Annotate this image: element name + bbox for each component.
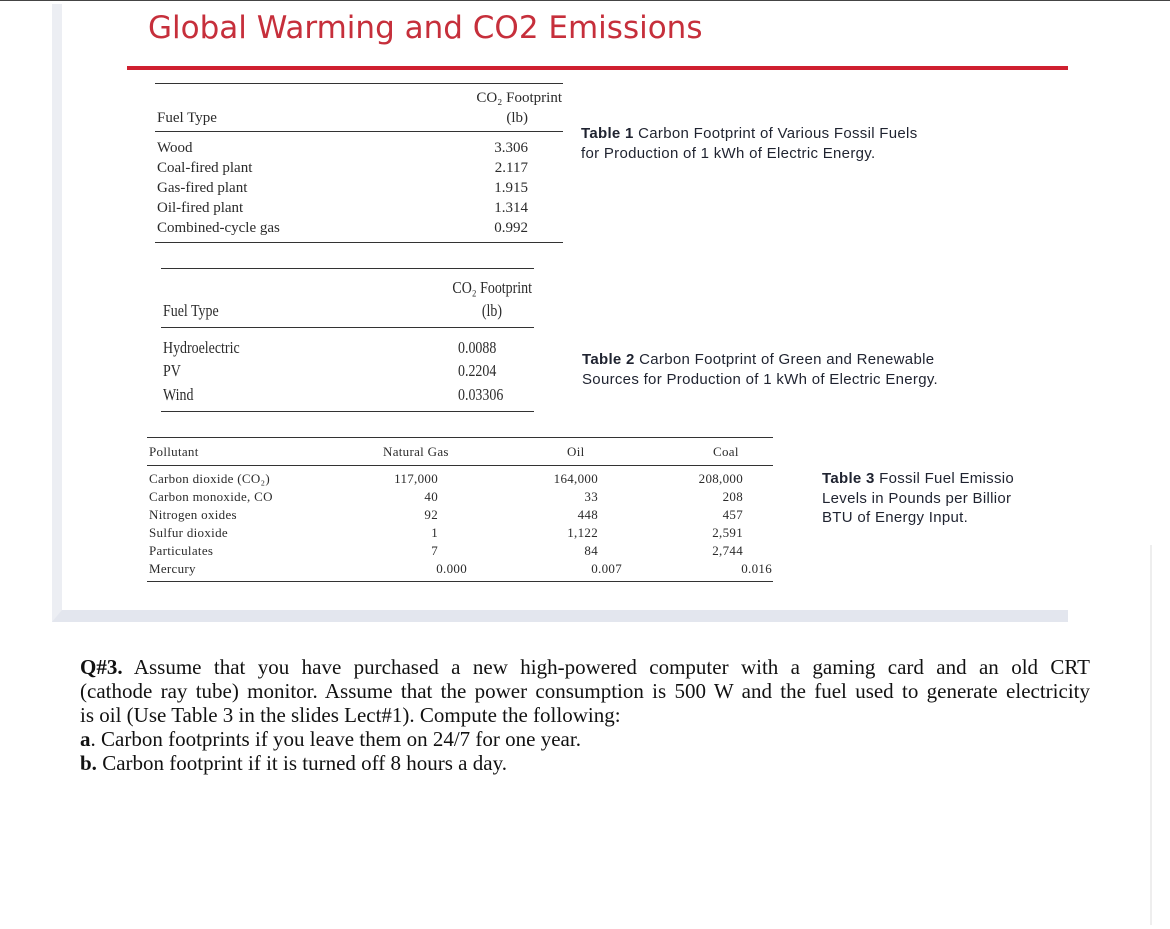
- table-3-row-gas: 92: [424, 507, 438, 522]
- table-2-header-co2: CO₂ Footprint: [452, 278, 532, 297]
- table-3-row-coal: 0.016: [741, 561, 772, 576]
- table-3-header-rule: [147, 465, 773, 466]
- table-1-bottom-rule: [155, 242, 563, 243]
- title-underline: [127, 66, 1068, 70]
- page-edge: [1150, 545, 1152, 925]
- table-1-header-unit: (lb): [506, 110, 528, 126]
- table-3-row-coal: 208,000: [698, 471, 743, 486]
- table-3-row-gas: 40: [424, 489, 438, 504]
- table-3-row-pollutant: Mercury: [149, 561, 196, 576]
- table-3-row-pollutant: Particulates: [149, 543, 214, 558]
- table-1-caption: Table 1 Carbon Footprint of Various Fossil Fuels for Production of 1 kWh of Electric Energy.: [581, 125, 918, 162]
- table-1-header-fuel: Fuel Type: [157, 110, 217, 126]
- table-3-row-coal: 2,591: [712, 525, 743, 540]
- table-1-row-fuel: Wood: [157, 140, 193, 156]
- table-3-row-gas: 7: [431, 543, 438, 558]
- table-2-row-fuel: Wind: [163, 385, 194, 404]
- table-1-row-fuel: Oil-fired plant: [157, 200, 244, 216]
- table-2-top-rule: [161, 268, 534, 269]
- table-2-row-value: 0.03306: [458, 385, 504, 404]
- table-2-header-rule: [161, 327, 534, 328]
- table-1-row-fuel: Combined-cycle gas: [157, 220, 280, 236]
- table-3-header-pollutant: Pollutant: [149, 444, 199, 459]
- table-2-header-unit: (lb): [481, 301, 502, 320]
- table-3-row-pollutant: Carbon dioxide (CO₂): [149, 471, 271, 486]
- table-2-header-fuel: Fuel Type: [163, 301, 219, 320]
- table-3-row-oil: 84: [584, 543, 598, 558]
- top-border: [0, 0, 1170, 1]
- table-3-caption: Table 3 Fossil Fuel Emissio Levels in Pounds per Billior BTU of Energy Input.: [822, 470, 1015, 526]
- table-1-row-value: 2.117: [494, 160, 528, 176]
- question-text: [80, 655, 1090, 775]
- table-3-header-gas: Natural Gas: [383, 444, 449, 459]
- table-3-row-coal: 457: [722, 507, 743, 522]
- table-1-row-value: 0.992: [494, 220, 528, 236]
- table-2-row-fuel: PV: [163, 361, 181, 380]
- table-2-row-value: 0.2204: [458, 361, 497, 380]
- table-3-row-pollutant: Nitrogen oxides: [149, 507, 237, 522]
- table-3-row-oil: 448: [577, 507, 598, 522]
- table-2-bottom-rule: [161, 411, 534, 412]
- table-2-row-value: 0.0088: [458, 338, 497, 357]
- table-3-bottom-rule: [147, 581, 773, 582]
- table-2-row-fuel: Hydroelectric: [163, 338, 240, 357]
- table-3-row-coal: 2,744: [712, 543, 743, 558]
- table-3-row-coal: 208: [722, 489, 743, 504]
- table-3-header-oil: Oil: [567, 444, 585, 459]
- table-1-header-rule: [155, 131, 563, 132]
- table-3-header-coal: Coal: [713, 444, 739, 459]
- table-1-top-rule: [155, 83, 563, 84]
- table-1-row-value: 1.314: [494, 200, 528, 216]
- table-3-row-gas: 0.000: [436, 561, 467, 576]
- table-1-row-fuel: Coal-fired plant: [157, 160, 253, 176]
- question-part-a: a. Carbon footprints if you leave them on 24/7 for one year.: [80, 727, 581, 751]
- table-3-row-oil: 1,122: [567, 525, 598, 540]
- table-3-row-oil: 164,000: [553, 471, 598, 486]
- table-3-row-pollutant: Sulfur dioxide: [149, 525, 228, 540]
- table-1-row-fuel: Gas-fired plant: [157, 180, 248, 196]
- table-3-row-pollutant: Carbon monoxide, CO: [149, 489, 273, 504]
- table-2-caption: Table 2 Carbon Footprint of Green and Renewable Sources for Production of 1 kWh of Electric Energy.: [582, 351, 939, 388]
- question-line: (cathode ray tube) monitor. Assume that the power consumption is 500 W and the fuel used to generate electricity: [80, 679, 1090, 703]
- table-1-header-co2: CO₂ Footprint: [476, 90, 562, 106]
- question-line: is oil (Use Table 3 in the slides Lect#1). Compute the following:: [80, 703, 621, 727]
- table-1-row-value: 3.306: [494, 140, 528, 156]
- question-part-b: b. Carbon footprint if it is turned off 8 hours a day.: [80, 751, 507, 775]
- slide-title: Global Warming and CO2 Emissions: [148, 10, 703, 46]
- table-3-top-rule: [147, 437, 773, 438]
- question-line: Q#3. Assume that you have purchased a new high-powered computer with a gaming card and an old CRT: [80, 655, 1090, 679]
- table-3-row-gas: 1: [431, 525, 438, 540]
- table-1-row-value: 1.915: [494, 180, 528, 196]
- table-3-row-oil: 33: [584, 489, 598, 504]
- table-3-row-gas: 117,000: [394, 471, 438, 486]
- table-3-row-oil: 0.007: [591, 561, 622, 576]
